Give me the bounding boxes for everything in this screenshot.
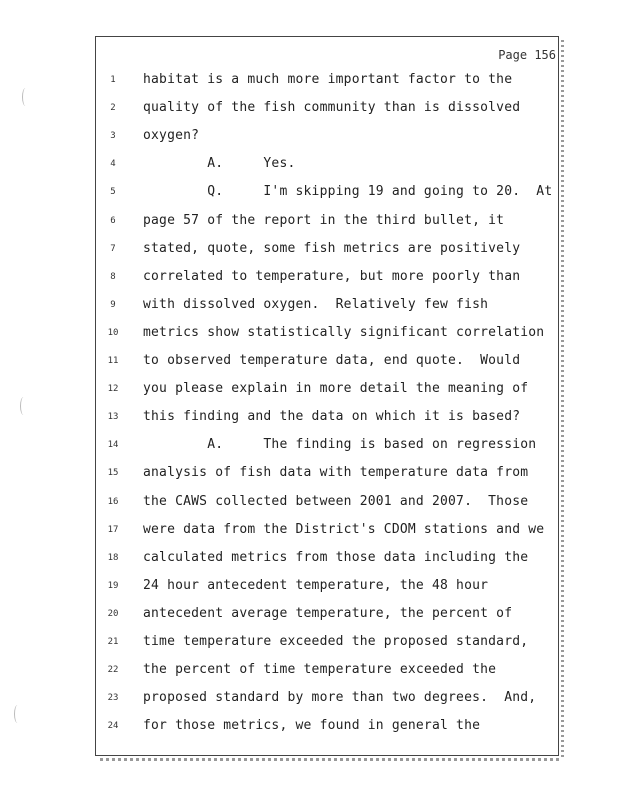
transcript-line-text: proposed standard by more than two degrees. And,: [143, 690, 537, 706]
page-edge-bottom: [100, 758, 562, 761]
transcript-line-text: oxygen?: [143, 128, 200, 144]
line-number: 21: [107, 637, 119, 647]
line-number: 2: [110, 103, 116, 114]
line-number: 18: [107, 552, 119, 563]
line-number: 8: [110, 271, 116, 282]
line-number: 3: [110, 131, 116, 142]
margin-hole-mark: [20, 397, 27, 415]
line-number: 4: [110, 159, 116, 170]
page-number: Page 156: [498, 48, 556, 62]
transcript-line-text: correlated to temperature, but more poorly than: [143, 268, 521, 284]
line-number: 20: [107, 608, 119, 619]
line-number: 12: [107, 384, 119, 395]
transcript-line-text: with dissolved oxygen. Relatively few fish: [143, 296, 489, 312]
transcript-line-text: to observed temperature data, end quote. Would: [143, 353, 521, 368]
line-number: 24: [107, 721, 119, 732]
line-number: 9: [110, 299, 116, 310]
transcript-line-text: stated, quote, some fish metrics are positively: [143, 240, 521, 256]
line-number: 23: [107, 693, 119, 704]
transcript-line-text: metrics show statistically significant correlation: [143, 324, 545, 340]
transcript-line-text: analysis of fish data with temperature data from: [143, 465, 529, 481]
line-number: 13: [107, 412, 119, 423]
transcript-line-text: calculated metrics from those data including the: [143, 549, 529, 565]
line-number: 17: [107, 524, 119, 535]
margin-hole-mark: [14, 705, 21, 723]
line-number: 10: [107, 327, 119, 338]
line-number: 22: [107, 665, 119, 676]
transcript-line-text: you please explain in more detail the meaning of: [143, 381, 529, 397]
line-number: 15: [107, 468, 119, 479]
line-number: 14: [107, 440, 119, 451]
line-number: 5: [110, 187, 116, 198]
line-number: 6: [110, 215, 116, 226]
transcript-line-text: A. Yes.: [143, 156, 296, 172]
transcript-line-text: quality of the fish community than is dissolved: [143, 100, 521, 116]
transcript-line-text: the CAWS collected between 2001 and 2007. Those: [143, 493, 529, 509]
line-number: 1: [110, 75, 116, 85]
transcript-line-text: for those metrics, we found in general the: [143, 718, 481, 734]
transcript-line-text: Q. I'm skipping 19 and going to 20. At: [143, 184, 553, 200]
page-edge-right: [561, 40, 564, 758]
transcript-line-text: were data from the District's CDOM stations and we: [143, 521, 545, 537]
line-number: 7: [110, 243, 116, 254]
transcript-line-text: time temperature exceeded the proposed standard,: [143, 634, 529, 649]
line-number: 11: [107, 356, 119, 366]
transcript-line-text: this finding and the data on which it is based?: [143, 409, 521, 425]
line-number: 16: [107, 496, 119, 507]
transcript-line-text: 24 hour antecedent temperature, the 48 hour: [143, 577, 489, 593]
margin-hole-mark: [22, 88, 29, 106]
transcript-line-text: A. The finding is based on regression: [143, 437, 537, 453]
transcript-line-text: the percent of time temperature exceeded the: [143, 662, 497, 678]
transcript-line-text: habitat is a much more important factor to the: [143, 72, 513, 87]
transcript-line-text: page 57 of the report in the third bullet, it: [143, 212, 505, 228]
transcript-line-text: antecedent average temperature, the percent of: [143, 605, 513, 621]
line-number: 19: [107, 580, 119, 591]
